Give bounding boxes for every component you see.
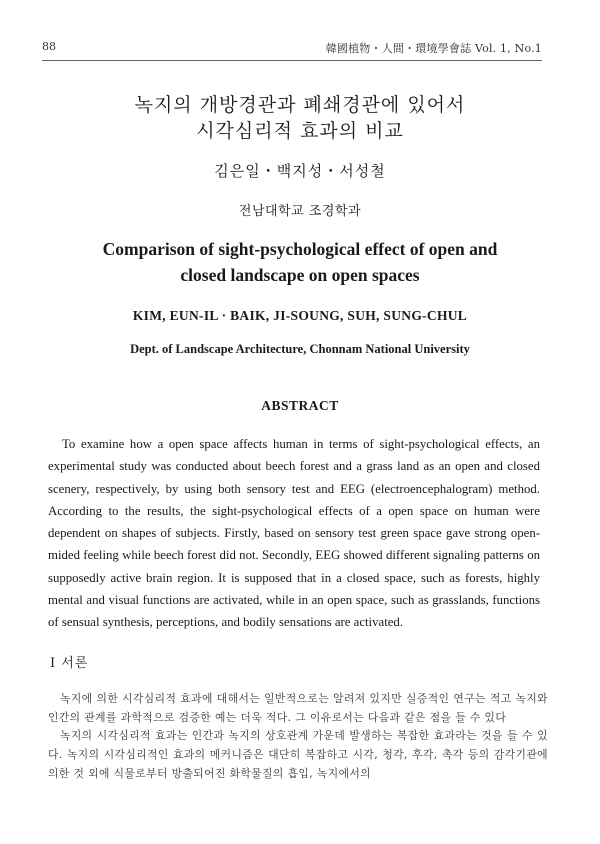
introduction-paragraph-1: 녹지에 의한 시각심리적 효과에 대해서는 일반적으로는 알려져 있지만 실증적인 연구는 적고 녹지와 인간의 관계를 과학적으로 검증한 예는 더욱 적다. 그 이유로서는 다음과 같은 점을 들 수 있다 <box>48 692 548 724</box>
header-rule <box>42 60 542 61</box>
introduction-paragraph-2: 녹지의 시각심리적 효과는 인간과 녹지의 상호관계 가운데 발생하는 복잡한 효과라는 것을 들 수 있다. 녹지의 시각심리적인 효과의 메커니즘은 대단히 복잡하고 시각, 청각, 후각, 촉각 등의 감각기관에 의한 것 외에 식물로부터 방출되어진 화학물질의 흡입, 녹지에서의 <box>48 729 548 780</box>
korean-authors: 김은일・백지성・서성철 <box>214 162 386 180</box>
english-authors: KIM, EUN-IL · BAIK, JI-SOUNG, SUH, SUNG-CHUL <box>132 308 468 323</box>
korean-title-line1: 녹지의 개방경관과 폐쇄경관에 있어서 <box>134 94 466 116</box>
english-title-line1: Comparison of sight-psychological effect of open and <box>102 239 498 259</box>
abstract-heading: ABSTRACT <box>261 398 339 413</box>
abstract-text: To examine how a open space affects human in terms of sight-psychological effects, an experimental study was conducted about beech forest and a grass land as an open and closed scenery, respectively, by using both sensory test and EEG (electroencephalogram) method. According to the results, the sight-psychological effects of a open space on human were dependent on shapes of subjects. Firstly, based on sensory test green space gave strong open-mided feeling while beech forest did not. Secondly, EEG showed different signaling patterns on supposedly active brain region. It is supposed that in a closed space, such as forests, highly mental and visual functions are activated, while in an open space, such as grasslands, functions of sensual synthesis, perceptions, and bodily sensations are activated. <box>48 437 540 630</box>
journal-title: 韓國植物・人間・環境學會誌 Vol. 1, No.1 <box>325 42 542 55</box>
page-number: 88 <box>42 40 56 53</box>
english-title <box>0 236 600 288</box>
korean-title <box>0 92 600 144</box>
introduction-body <box>48 690 548 784</box>
english-title-line2: closed landscape on open spaces <box>180 265 420 285</box>
section-heading-introduction: I 서론 <box>50 656 89 671</box>
korean-affiliation: 전남대학교 조경학과 <box>238 204 362 219</box>
korean-title-line2: 시각심리적 효과의 비교 <box>196 120 404 142</box>
english-affiliation: Dept. of Landscape Architecture, Chonnam National University <box>130 342 470 356</box>
